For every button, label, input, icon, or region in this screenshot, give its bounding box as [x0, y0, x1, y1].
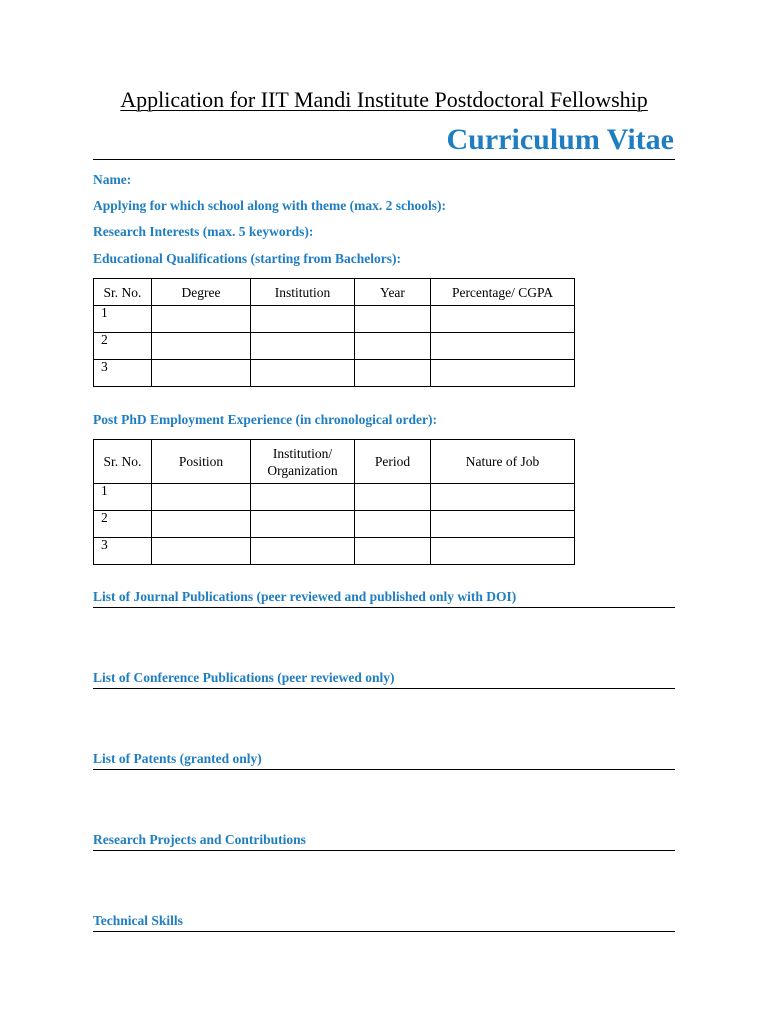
- header-year: Year: [355, 279, 431, 306]
- patents-heading: List of Patents (granted only): [93, 751, 675, 770]
- school-label: Applying for which school along with theme (max. 2 schools):: [93, 198, 447, 213]
- period-cell[interactable]: [355, 538, 431, 565]
- header-sr-no: Sr. No.: [94, 279, 152, 306]
- institution-cell[interactable]: [251, 360, 355, 387]
- employment-label: Post PhD Employment Experience (in chronological order):: [93, 412, 437, 427]
- journal-publications-heading: List of Journal Publications (peer reviewed and published only with DOI): [93, 589, 675, 608]
- institution-cell[interactable]: [251, 306, 355, 333]
- research-interests-label: Research Interests (max. 5 keywords):: [93, 224, 314, 239]
- row-number: 1: [94, 484, 152, 511]
- header-period: Period: [355, 440, 431, 484]
- technical-skills-heading: Technical Skills: [93, 913, 675, 932]
- position-cell[interactable]: [152, 538, 251, 565]
- header-nature-of-job: Nature of Job: [431, 440, 575, 484]
- page-title: Application for IIT Mandi Institute Postdoctoral Fellowship: [120, 87, 648, 112]
- year-cell[interactable]: [355, 333, 431, 360]
- education-label: Educational Qualifications (starting from Bachelors):: [93, 251, 401, 266]
- table-row: [94, 333, 575, 360]
- cv-title: Curriculum Vitae: [446, 123, 674, 156]
- table-row: [94, 511, 575, 538]
- year-cell[interactable]: [355, 360, 431, 387]
- row-number: 3: [94, 538, 152, 565]
- conference-publications-heading: List of Conference Publications (peer reviewed only): [93, 670, 675, 689]
- organization-cell[interactable]: [251, 484, 355, 511]
- nature-of-job-cell[interactable]: [431, 538, 575, 565]
- position-cell[interactable]: [152, 511, 251, 538]
- table-row: [94, 306, 575, 333]
- title-rule: [93, 159, 675, 160]
- education-table-header: [94, 279, 575, 306]
- employment-table: [93, 439, 575, 565]
- row-number: 2: [94, 511, 152, 538]
- percentage-cell[interactable]: [431, 333, 575, 360]
- position-cell[interactable]: [152, 484, 251, 511]
- header-institution: Institution: [251, 279, 355, 306]
- row-number: 2: [94, 333, 152, 360]
- row-number: 1: [94, 306, 152, 333]
- header-position: Position: [152, 440, 251, 484]
- table-row: [94, 484, 575, 511]
- period-cell[interactable]: [355, 484, 431, 511]
- degree-cell[interactable]: [152, 333, 251, 360]
- period-cell[interactable]: [355, 511, 431, 538]
- research-projects-heading: Research Projects and Contributions: [93, 832, 675, 851]
- row-number: 3: [94, 360, 152, 387]
- header-percentage: Percentage/ CGPA: [431, 279, 575, 306]
- header-sr-no: Sr. No.: [94, 440, 152, 484]
- header-degree: Degree: [152, 279, 251, 306]
- table-row: [94, 538, 575, 565]
- name-label: Name:: [93, 172, 132, 187]
- percentage-cell[interactable]: [431, 306, 575, 333]
- percentage-cell[interactable]: [431, 360, 575, 387]
- header-organization: Institution/ Organization: [251, 440, 355, 484]
- nature-of-job-cell[interactable]: [431, 484, 575, 511]
- employment-table-header: [94, 440, 575, 484]
- degree-cell[interactable]: [152, 306, 251, 333]
- organization-cell[interactable]: [251, 511, 355, 538]
- degree-cell[interactable]: [152, 360, 251, 387]
- table-row: [94, 360, 575, 387]
- education-table: [93, 278, 575, 387]
- institution-cell[interactable]: [251, 333, 355, 360]
- year-cell[interactable]: [355, 306, 431, 333]
- organization-cell[interactable]: [251, 538, 355, 565]
- nature-of-job-cell[interactable]: [431, 511, 575, 538]
